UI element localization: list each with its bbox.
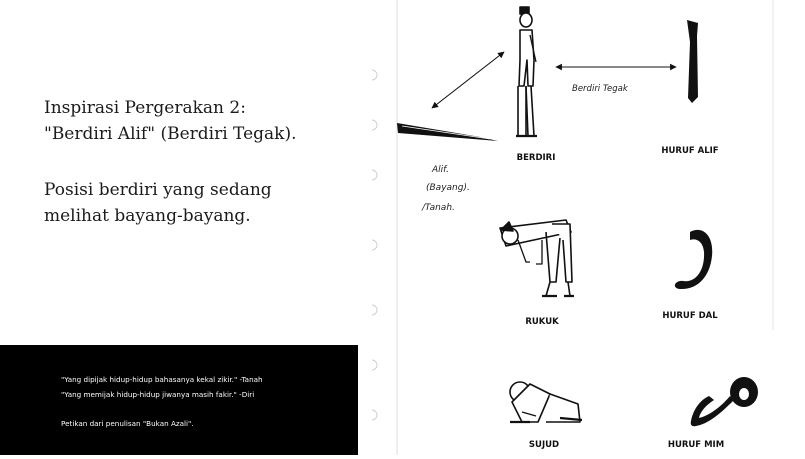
illustration-svg	[360, 0, 805, 455]
berdiri-label: BERDIRI	[516, 153, 556, 163]
heading-line-1: Inspirasi Pergerakan 2:	[44, 98, 246, 118]
slide-description	[44, 177, 354, 229]
diagonal-arrow	[432, 52, 504, 108]
rukuk-figure-illustration	[500, 220, 574, 296]
quote-line-2: "Yang memijak hidup-hidup jiwanya masih fakir." -Diri	[61, 390, 255, 399]
quote-line-1: "Yang dipijak hidup-hidup bahasanya kekal zikir." -Tanah	[61, 375, 263, 384]
standing-figure-illustration	[516, 7, 537, 136]
huruf-dal-label: HURUF DAL	[662, 311, 718, 321]
rukuk-label: RUKUK	[525, 317, 559, 327]
quote-box	[0, 345, 358, 455]
alif-note: Alif.	[432, 165, 450, 175]
shadow-illustration	[397, 123, 498, 141]
description-line-1: Posisi berdiri yang sedang	[44, 180, 272, 200]
tanah-note: /Tanah.	[422, 203, 455, 213]
alif-letter-illustration	[687, 20, 698, 103]
sujud-label: SUJUD	[528, 440, 560, 450]
slide-heading	[44, 95, 354, 147]
dal-letter-illustration	[675, 230, 712, 289]
description-line-2: melihat bayang-bayang.	[44, 206, 251, 226]
illustration-page	[360, 0, 805, 455]
berdiri-tegak-note: Berdiri Tegak	[572, 84, 628, 94]
bayang-note: (Bayang).	[426, 183, 470, 193]
sujud-figure-illustration	[510, 382, 582, 422]
huruf-mim-label: HURUF MIM	[667, 440, 725, 450]
mim-letter-illustration	[691, 377, 758, 426]
huruf-alif-label: HURUF ALIF	[661, 146, 719, 156]
binder-holes	[372, 70, 377, 420]
quote-source: Petikan dari penulisan "Bukan Azali".	[61, 419, 194, 428]
heading-line-2: "Berdiri Alif" (Berdiri Tegak).	[44, 124, 297, 144]
